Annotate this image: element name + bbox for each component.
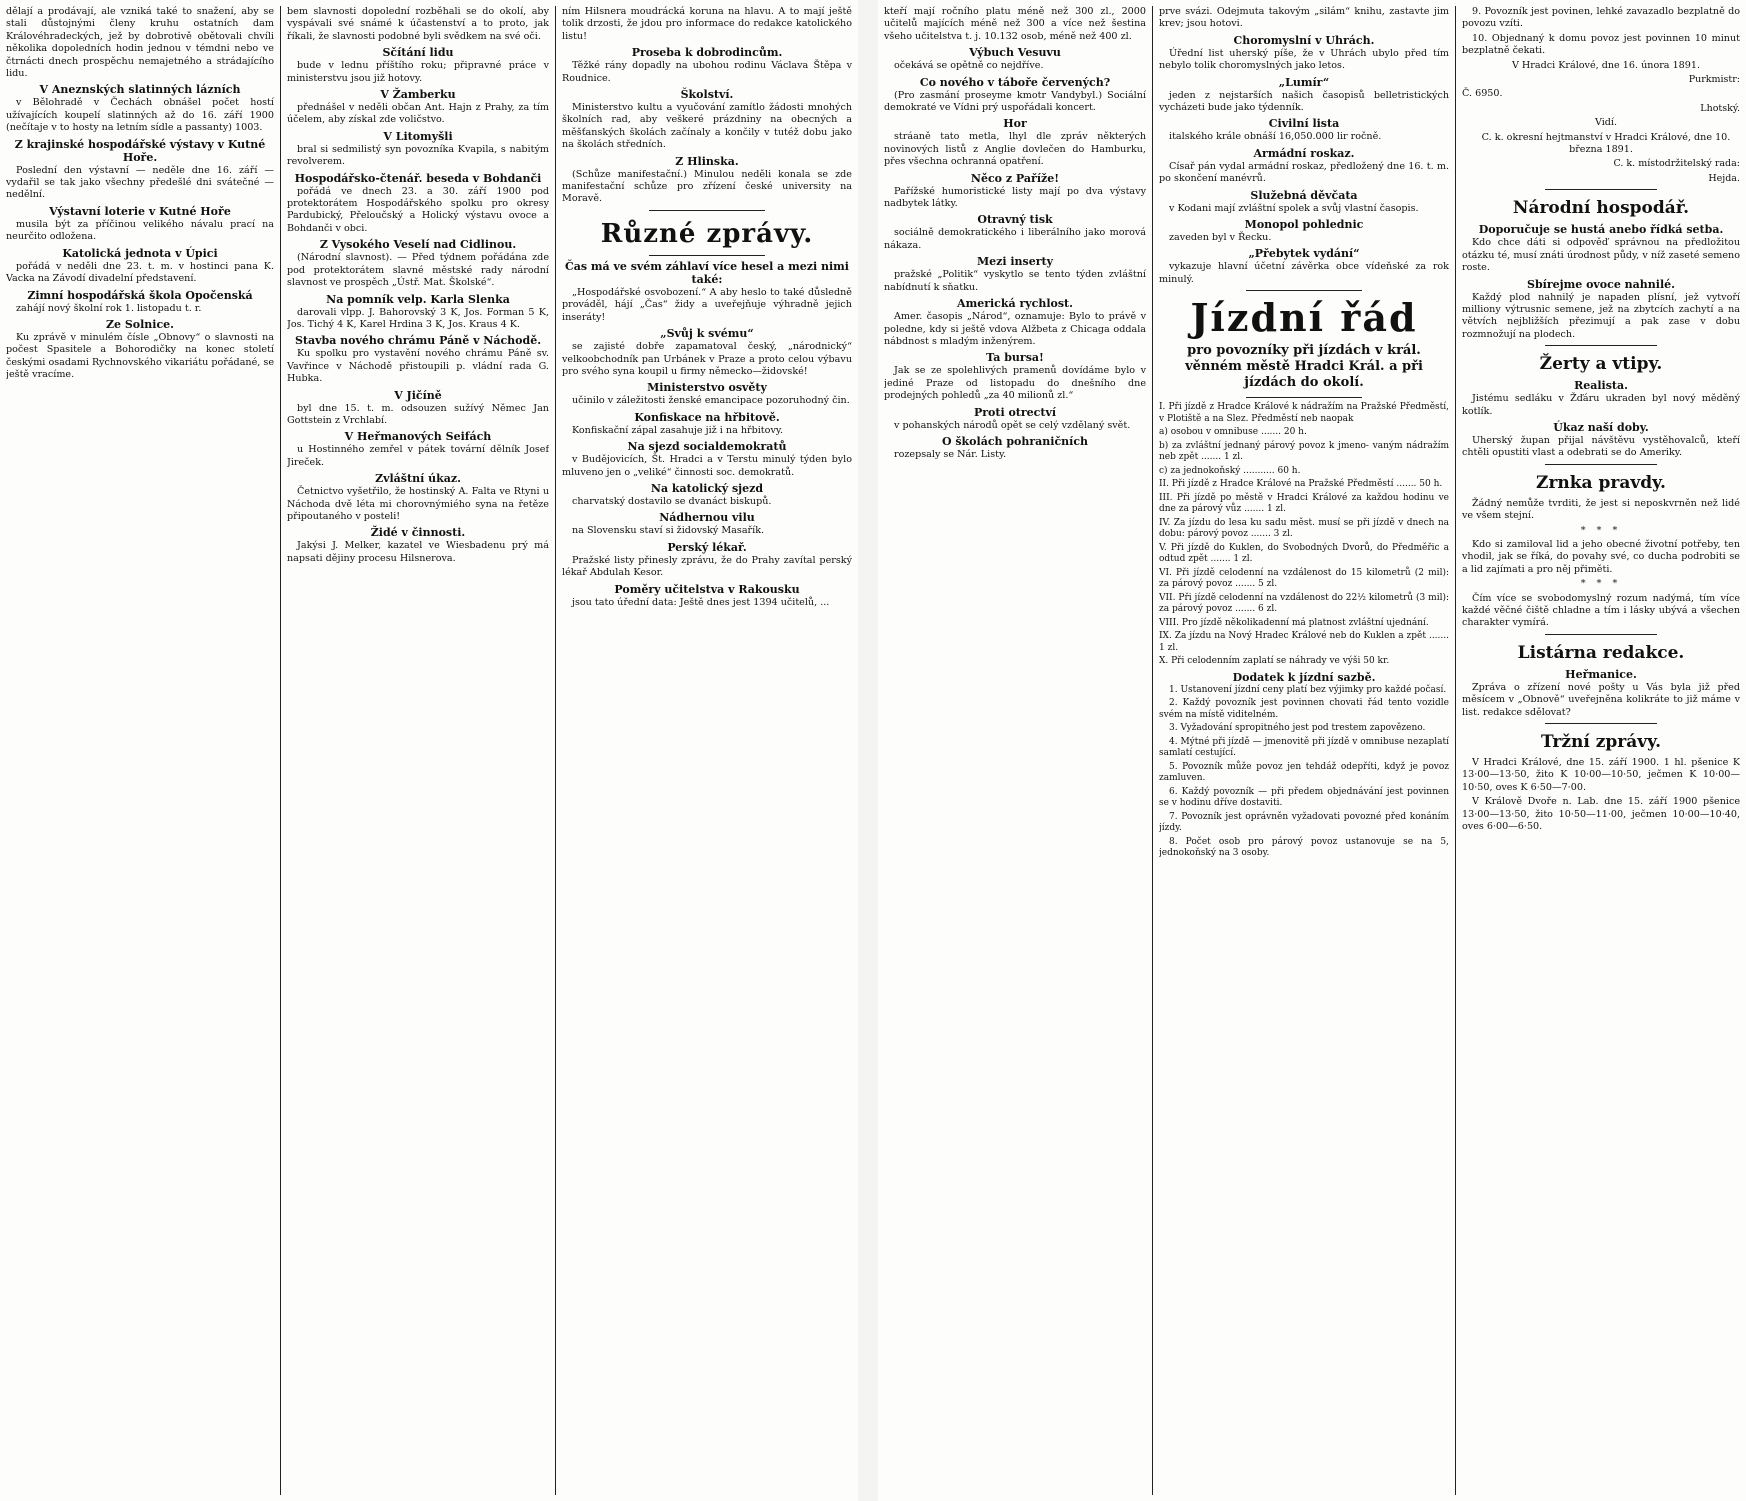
article-body: italského krále obnáší 16,050.000 lir ročně.	[1169, 131, 1382, 143]
timetable-heading: Jízdní řád	[1190, 295, 1418, 341]
fare-item: c) za jednokoňský ........... 60 h.	[1159, 465, 1301, 476]
fare-item: a) osobou v omnibuse ....... 20 h.	[1159, 427, 1307, 438]
article-title: Stavba nového chrámu Páně v Náchodě.	[294, 334, 542, 348]
section-divider	[649, 255, 765, 256]
article-body: Kdo si zamiloval lid a jeho obecné životní potřeby, ten vhodil, jak se říká, do povahy své, co ducha podrobiti se a lid zajímati a pro něj přiměti.	[1462, 538, 1740, 575]
article-body: bude v lednu příštího roku; připravné práce v ministerstvu jsou již hotovy.	[287, 60, 549, 84]
article-body: byl dne 15. t. m. odsouzen sužívý Němec Jan Gottstein z Vrchlabí.	[287, 402, 549, 426]
fare-item: VI. Při jízdě celodenní na vzdálenost do 15 kilometrů (2 mil): za párový povoz ....... 5 zl.	[1159, 567, 1449, 590]
article-title: Choromyslní v Uhrách.	[1233, 33, 1375, 47]
article-title: Hor	[1003, 117, 1027, 131]
article-title: Armádní roskaz.	[1253, 146, 1355, 160]
article-body: v Bělohradě v Čechách obnášel počet hostí užívajících koupelí slatinných až do 16. září 1900 (nečítaje v to hosty na letním sídle a passanty) 1003.	[6, 97, 274, 134]
fare-item: IX. Za jízdu na Nový Hradec Králové neb do Kuklen a zpět ....... 1 zl.	[1159, 631, 1449, 653]
article-title: Nádhernou vilu	[659, 511, 755, 525]
page-gutter	[858, 0, 878, 1501]
article-title: Z krajinské hospodářské výstavy v Kutné Hoře.	[14, 137, 266, 164]
article-title: Výbuch Vesuvu	[969, 46, 1061, 60]
article-title: Na katolický sjezd	[650, 481, 764, 495]
col-intro: ním Hilsnera moudrácká koruna na hlavu. A to mají ještě tolik drzosti, že jdou pro informace do redakce katolického listu!	[562, 6, 852, 42]
article-body: stráaně tato metla, lhyl dle zpráv některých novinových listů z Anglie dovlečen do Hamburku, přes všechna ochranná opatření.	[884, 131, 1146, 168]
article-title: Sčítání lidu	[382, 46, 454, 60]
addendum-item: 7. Povozník jest oprávněn vyžadovati povozné před konáním jízdy.	[1159, 811, 1449, 834]
article-body: pořádá v neděli dne 23. t. m. v hostinci pana K. Vacka na Závodí divadelní představení.	[6, 260, 274, 285]
col-intro: kteří mají ročního platu méně než 300 zl., 2000 učitelů majících méně než 300 a více než šestina všeho učitelstva t. j. 10.132 osob, méně než 400 zl.	[884, 6, 1146, 42]
article-body: zahájí nový školní rok 1. listopadu t. r.	[16, 302, 202, 314]
article-title: Monopol pohlednic	[1244, 218, 1364, 232]
section-divider	[649, 210, 765, 211]
article-title: Ze Solnice.	[105, 317, 175, 331]
article-body: na Slovensku staví si židovský Masařík.	[572, 525, 765, 537]
article-body: v pohanských národů opět se celý vzdělaný svět.	[894, 419, 1131, 431]
article-title: Poměry učitelstva v Rakousku	[614, 582, 800, 596]
section-heading: Různé zprávy.	[600, 218, 814, 249]
section-divider	[1545, 464, 1656, 465]
right-col-1	[884, 6, 1146, 1495]
fare-item: IV. Za jízdu do lesa ku sadu měst. musí se při jízdě v dnech na dobu: párový povoz ....... 3 zl.	[1159, 517, 1449, 540]
article-body: Poslední den výstavní — neděle dne 16. září — vydařil se tak jako všechny předešlé dni svátečné — nedělní.	[6, 164, 274, 201]
fare-item: V. Při jízdě do Kuklen, do Svobodných Dvorů, do Předměřic a odtud zpět ....... 1 zl.	[1159, 542, 1449, 565]
section-divider	[1246, 397, 1362, 398]
article-title: Zvláštní úkaz.	[375, 472, 461, 486]
section-divider	[1246, 290, 1362, 291]
article-title: Z Vysokého Veselí nad Cidlinou.	[319, 238, 517, 252]
office-signer: Hejda.	[1708, 172, 1740, 184]
article-title: „Svůj k svému“	[660, 327, 754, 341]
article-title: Výstavní loterie v Kutné Hoře	[49, 204, 231, 218]
fare-item: III. Při jízdě po městě v Hradci Králové za každou hodinu ve dne za párový vůz ....... 1 zl.	[1159, 492, 1449, 515]
article-title: V Žamberku	[380, 88, 456, 102]
article-body: Císař pán vydal armádní roskaz, předložený dne 16. t. m. po skončení manévrů.	[1159, 160, 1449, 185]
right-col-3	[1462, 6, 1740, 1495]
right-page	[878, 0, 1746, 1501]
article-body: v Kodani mají zvláštní spolek a svůj vlastní časopis.	[1169, 202, 1419, 214]
left-col-2	[287, 6, 549, 1495]
article-title: Konfiskace na hřbitově.	[634, 410, 780, 424]
article-title: V Litomyšli	[383, 129, 453, 143]
article-title: „Lumír“	[1278, 75, 1330, 89]
decree-role: Purkmistr:	[1688, 74, 1740, 86]
article-body: Jakýsi J. Melker, kazatel ve Wiesbadenu prý má napsati dějiny procesu Hilsnerova.	[287, 540, 549, 564]
article-body: Ku zprávě v minulém čísle „Obnovy“ o slavnosti na počest Spasitele a Bohorodičky na konec století českými osadami Rychnovského vikariátu pořádané, se ještě vracíme.	[6, 331, 274, 381]
left-col-3	[562, 6, 852, 1495]
decree-place: V Hradci Králové, dne 16. února 1891.	[1511, 59, 1701, 71]
article-title: Perský lékař.	[667, 540, 747, 554]
left-col-1	[6, 6, 274, 1495]
article-body: jsou tato úřední data: Ještě dnes jest 1394 učitelů, ...	[572, 596, 830, 608]
addendum-item: 3. Vyžadování spropitného jest pod trestem zapovězeno.	[1169, 723, 1426, 734]
article-body: Ku spolku pro vystavění nového chrámu Páně sv. Vavřince v Náchodě přistoupili p. vládní rada G. Hubka.	[287, 348, 549, 385]
article-body: darovali vlpp. J. Bahorovský 3 K, Jos. Forman 5 K, Jos. Tichý 4 K, Karel Hrdina 3 K, Jos. Kraus 4 K.	[287, 306, 549, 330]
fare-item: X. Při celodenním zaplatí se náhrady ve výši 50 kr.	[1159, 656, 1390, 667]
article-title: Otravný tisk	[977, 213, 1053, 227]
article-title: Doporučuje se hustá anebo řídká setba.	[1478, 223, 1724, 237]
article-body: Uherský župan přijal návštěvu vystěhovalců, kteří chtěli opustiti vlast a odebrati se do Ameriky.	[1462, 434, 1740, 459]
article-body: (Schůze manifestační.) Minulou neděli konala se zde manifestační schůze pro zřízení české university na Moravě.	[562, 168, 852, 205]
addendum-item: 5. Povozník může povoz jen tehdáž odepříti, když je povoz zamluven.	[1159, 761, 1449, 784]
article-body: charvatský dostavilo se dvanáct biskupů.	[572, 495, 772, 507]
addendum-item: 8. Počet osob pro párový povoz ustanovuje se na 5, jednokoňský na 3 osoby.	[1159, 836, 1449, 859]
article-title: Čas má ve svém záhlaví více hesel a mezi nimi také:	[565, 259, 849, 286]
article-body: Amer. časopis „Národ“, oznamuje: Bylo to právě v poledne, kdy si ještě vdova Alžbeta z Chicaga oddala nábdnost s mladým inženýrem.	[884, 311, 1146, 347]
article-body: pořádá ve dnech 23. a 30. září 1900 pod protektorátem Hospodářského spolku pro okresy Pardubický, Přeloučský a Holický výstavu ovoce a Bohdanči v obci.	[287, 185, 549, 234]
stars-divider: * * *	[1580, 524, 1622, 536]
article-body: jeden z nejstarších našich časopisů belletristických vycházeti bude jako týdenník.	[1159, 89, 1449, 114]
article-title: Z Hlinska.	[675, 154, 739, 168]
col-intro: dělají a prodávají, ale vzniká také to snažení, aby se stali důstojnými členy kruhu ostatních dam Královéhradeckých, jež by dobrotivě obětovali chvíli několika dopoledních hodin jednou v témdni nebo ve čtrnácti dnech prospěchu nemajetného a strádajícího lidu.	[6, 6, 274, 80]
article-title: Proti otrectví	[973, 405, 1057, 419]
article-body: Žádný nemůže tvrditi, že jest si neposkvrněn než lidé ve všem stejní.	[1462, 497, 1740, 522]
section-divider	[1545, 189, 1656, 190]
article-title: Realista.	[1574, 379, 1628, 393]
column-rule	[1152, 6, 1153, 1495]
column-rule	[555, 6, 556, 1495]
section-heading: Národní hospodář.	[1512, 198, 1690, 219]
article-title: Heřmanice.	[1565, 667, 1637, 681]
article-body: Těžké rány dopadly na ubohou rodinu Václava Štěpa v Roudnice.	[562, 60, 852, 84]
article-body: Ministerstvo kultu a vyučování zamítlo žádosti mnohých školních rad, aby veškeré prázdniny na obecných a měšťanských školách začínaly a končily v tutéž dobu jako na školách středních.	[562, 102, 852, 151]
law-item: 10. Objednaný k domu povoz jest povinnen 10 minut bezplatně čekati.	[1462, 32, 1740, 57]
article-body: se zajisté dobře zapamatoval český, „národnický“ velkoobchodník pan Urbánek v Praze a proto celou výbavu pro svého syna koupil u firmy německo—židovské!	[562, 341, 852, 377]
article-title: Služebná děvčata	[1250, 188, 1358, 202]
right-col-2	[1159, 6, 1449, 1495]
fare-item: VIII. Pro jízdě několikadenní má platnost zvláštní ujednání.	[1159, 617, 1429, 628]
article-title: Zimní hospodářská škola Opočenská	[27, 288, 253, 302]
article-body: očekává se opětně co nejdříve.	[894, 60, 1044, 72]
section-heading: Zrnka pravdy.	[1536, 472, 1666, 493]
article-body: Pražské listy přinesly zprávu, že do Prahy zavítal perský lékař Abdulah Kesor.	[562, 554, 852, 579]
fare-item: I. Při jízdě z Hradce Králové k nádražím na Pražské Předměstí, v Plotiště a na Slez. Předměstí neb naopak	[1159, 402, 1449, 424]
article-title: Civilní lista	[1268, 117, 1340, 131]
article-body: zaveden byl v Řecku.	[1169, 232, 1272, 244]
article-body: Každý plod nahnilý je napaden plísní, jež vytvoří milliony výtrusnic semene, jež na zbytcích zachytí a na větvích nejbližších přezimují a pak zase v dobu rozmnožují na plodech.	[1462, 291, 1740, 340]
market-report: V Králově Dvoře n. Lab. dne 15. září 1900 pšenice 13·00—13·50, žito 10·50—11·00, ječmen 10·00—10·40, oves 6·00—6·50.	[1462, 796, 1740, 833]
article-title: Katolická jednota v Úpici	[62, 246, 218, 260]
article-title: Na sjezd socialdemokratů	[627, 440, 787, 454]
section-heading: Tržní zprávy.	[1541, 732, 1661, 753]
decree-signer: Lhotský.	[1700, 102, 1740, 114]
article-body: (Pro zasmání proseyme kmotr Vandybyl.) Sociální demokraté ve Vídni prý uspořádali koncert.	[884, 89, 1146, 114]
section-divider	[1545, 634, 1656, 635]
article-body: u Hostinného zemřel v pátek tovární dělník Josef Jireček.	[287, 444, 549, 468]
article-title: V Jičíně	[394, 388, 442, 402]
col-intro: bem slavnosti dopolední rozběhali se do okolí, aby vyspávali své snámé k účastenství a to proto, jak říkali, že slavnosti podobné byli svědkem na své oči.	[287, 6, 549, 42]
article-body: Konfiskační zápal zasahuje již i na hřbitovy.	[572, 424, 784, 436]
article-body: pražské „Politik“ vyskytlo se tento týden zvláštní nabídnutí k sňatku.	[884, 269, 1146, 293]
article-body: Jistému sedláku v Žďáru ukraden byl nový měděný kotlík.	[1462, 393, 1740, 417]
addendum-title: Dodatek k jízdní sazbě.	[1232, 670, 1376, 684]
article-body: přednášel v neděli občan Ant. Hajn z Prahy, za tím účelem, aby získal zde voličstvo.	[287, 102, 549, 126]
article-body: Četnictvo vyšetřilo, že hostinský A. Falta ve Rtyni u Náchoda dvě léta mi chorovnýmiého syna na řetěze připoutaného v posteli!	[287, 486, 549, 522]
left-page	[0, 0, 858, 1501]
article-body: (Národní slavnost). — Před týdnem pořádána zde pod protektorátem slavné městské rady národní slavnost ve prospěch „Ústř. Mat. Školské“.	[287, 252, 549, 289]
decree-number: Č. 6950.	[1462, 88, 1503, 100]
section-divider	[1545, 345, 1656, 346]
addendum-list	[1159, 685, 1449, 860]
article-title: Americká rychlost.	[957, 297, 1073, 311]
section-heading: Žerty a vtipy.	[1539, 354, 1663, 375]
fare-item: VII. Při jízdě celodenní na vzdálenost do 22½ kilometrů (3 mil): za párový povoz ....... 6 zl.	[1159, 592, 1449, 615]
article-body: vykazuje hlavní účetní závěrka obce vídeňské za rok minulý.	[1159, 261, 1449, 285]
article-title: Proseba k dobrodincům.	[631, 46, 783, 60]
article-title: Židé v činnosti.	[370, 526, 466, 540]
article-body: Kdo chce dáti si odpověď správnou na předložitou otázku té, musí znáti úrodnost půdy, v níž zaseté semeno roste.	[1462, 237, 1740, 274]
vidi-label: Vidí.	[1594, 117, 1618, 129]
article-body: Úřední list uherský píše, že v Uhrách ubylo před tím nebylo tolik choromyslných jako letos.	[1159, 47, 1449, 72]
office-line: C. k. okresní hejtmanství v Hradci Králové, dne 10. března 1891.	[1481, 131, 1731, 156]
section-heading: Listárna redakce.	[1517, 642, 1685, 663]
article-title: O školách pohraničních	[941, 434, 1089, 448]
addendum-item: 6. Každý povozník — při předem objednávání jest povinnen se v hodinu dříve dostaviti.	[1159, 786, 1449, 809]
law-item: 9. Povozník jest povinen, lehké zavazadlo bezplatně do povozu vzíti.	[1462, 6, 1740, 30]
article-body: musila být za příčinou velikého návalu prací na neurčito odložena.	[6, 218, 274, 243]
office-role: C. k. místodržitelský rada:	[1613, 158, 1740, 170]
article-body: „Hospodářské osvobození.“ A aby heslo to také důsledně prováděl, hájí „Čas“ židy a uveřejňuje výhradně jejich inseráty!	[562, 286, 852, 323]
col-intro: prve svázi. Odejmuta takovým „silám“ knihu, zastavte jim krev; jsou hotovi.	[1159, 6, 1449, 30]
article-title: „Přebytek vydání“	[1248, 247, 1360, 261]
column-rule	[280, 6, 281, 1495]
article-title: Něco z Paříže!	[970, 171, 1060, 185]
article-title: V Aneznských slatinných lázních	[39, 83, 241, 97]
article-body: v Budějovicích, Št. Hradci a v Terstu minulý týden bylo mluveno jen o „veliké“ činnosti soc. demokratů.	[562, 454, 852, 478]
article-title: Co nového v táboře červených?	[919, 75, 1111, 89]
article-body: Pařížské humoristické listy mají po dva výstavy nadbytek látky.	[884, 185, 1146, 210]
article-body: sociálně demokratického i liberálního jako morová nákaza.	[884, 227, 1146, 251]
article-body: bral si sedmilistý syn povozníka Kvapila, s nabitým revolverem.	[287, 143, 549, 168]
article-body: Jak se ze spolehlivých pramenů dovídáme bylo v jediné Praze od listopadu do dnešního dne prodejných pohledů „za 40 milionů zl.“	[884, 365, 1146, 402]
article-body: Zpráva o zřízení nové pošty u Vás byla již před měsícem v „Obnově“ uveřejněna kolikráte to již máme v list. redakce sdělovat?	[1462, 681, 1740, 718]
addendum-item: 2. Každý povozník jest povinnen chovati řád tento vozidle svém na místě viditelném.	[1159, 698, 1449, 720]
fare-list	[1159, 402, 1449, 668]
article-body: učinilo v záležitosti ženské emancipace pozoruhodný čin.	[572, 395, 850, 407]
addendum-item: 4. Mýtné při jízdě — jmenovitě při jízdě v omnibuse nezaplatí samlatí cestující.	[1159, 736, 1449, 759]
timetable-subheading: pro povozníky při jízdách v král. věnném městě Hradci Král. a při jízdách do okolí.	[1185, 343, 1423, 391]
article-title: Hospodářsko-čtenář. beseda v Bohdanči	[294, 171, 542, 185]
column-rule	[1455, 6, 1456, 1495]
article-body: rozepsaly se Nár. Listy.	[894, 448, 1007, 460]
article-title: V Heřmanových Seifách	[344, 430, 492, 444]
article-body: Čím více se svobodomyslný rozum nadýmá, tím více každé věčné čiště chladne a tím i lásky ubývá a všechen charakter vymírá.	[1462, 592, 1740, 629]
fare-item: II. Při jízdě z Hradce Králové na Pražské Předměstí ....... 50 h.	[1159, 479, 1443, 490]
article-title: Mezi inserty	[976, 255, 1054, 269]
article-title: Ministerstvo osvěty	[647, 381, 767, 395]
addendum-item: 1. Ustanovení jízdní ceny platí bez výjimky pro každé počasí.	[1169, 684, 1447, 695]
market-report: V Hradci Králové, dne 15. září 1900. 1 hl. pšenice K 13·00—13·50, žito K 10·00—10·50, ječmen K 10·00—10·50, oves K 6·50—7·00.	[1462, 757, 1740, 793]
article-title: Ta bursa!	[986, 351, 1044, 365]
article-title: Na pomník velp. Karla Slenka	[326, 292, 510, 306]
article-title: Úkaz naší doby.	[1553, 420, 1649, 434]
article-title: Školství.	[680, 88, 734, 102]
section-divider	[1545, 723, 1656, 724]
article-title: Sbírejme ovoce nahnilé.	[1527, 277, 1675, 291]
fare-item: b) za zvláštní jednaný párový povoz k jmeno- vaným nádražím neb zpět ....... 1 zl.	[1159, 440, 1449, 463]
stars-divider: * * *	[1580, 578, 1622, 590]
